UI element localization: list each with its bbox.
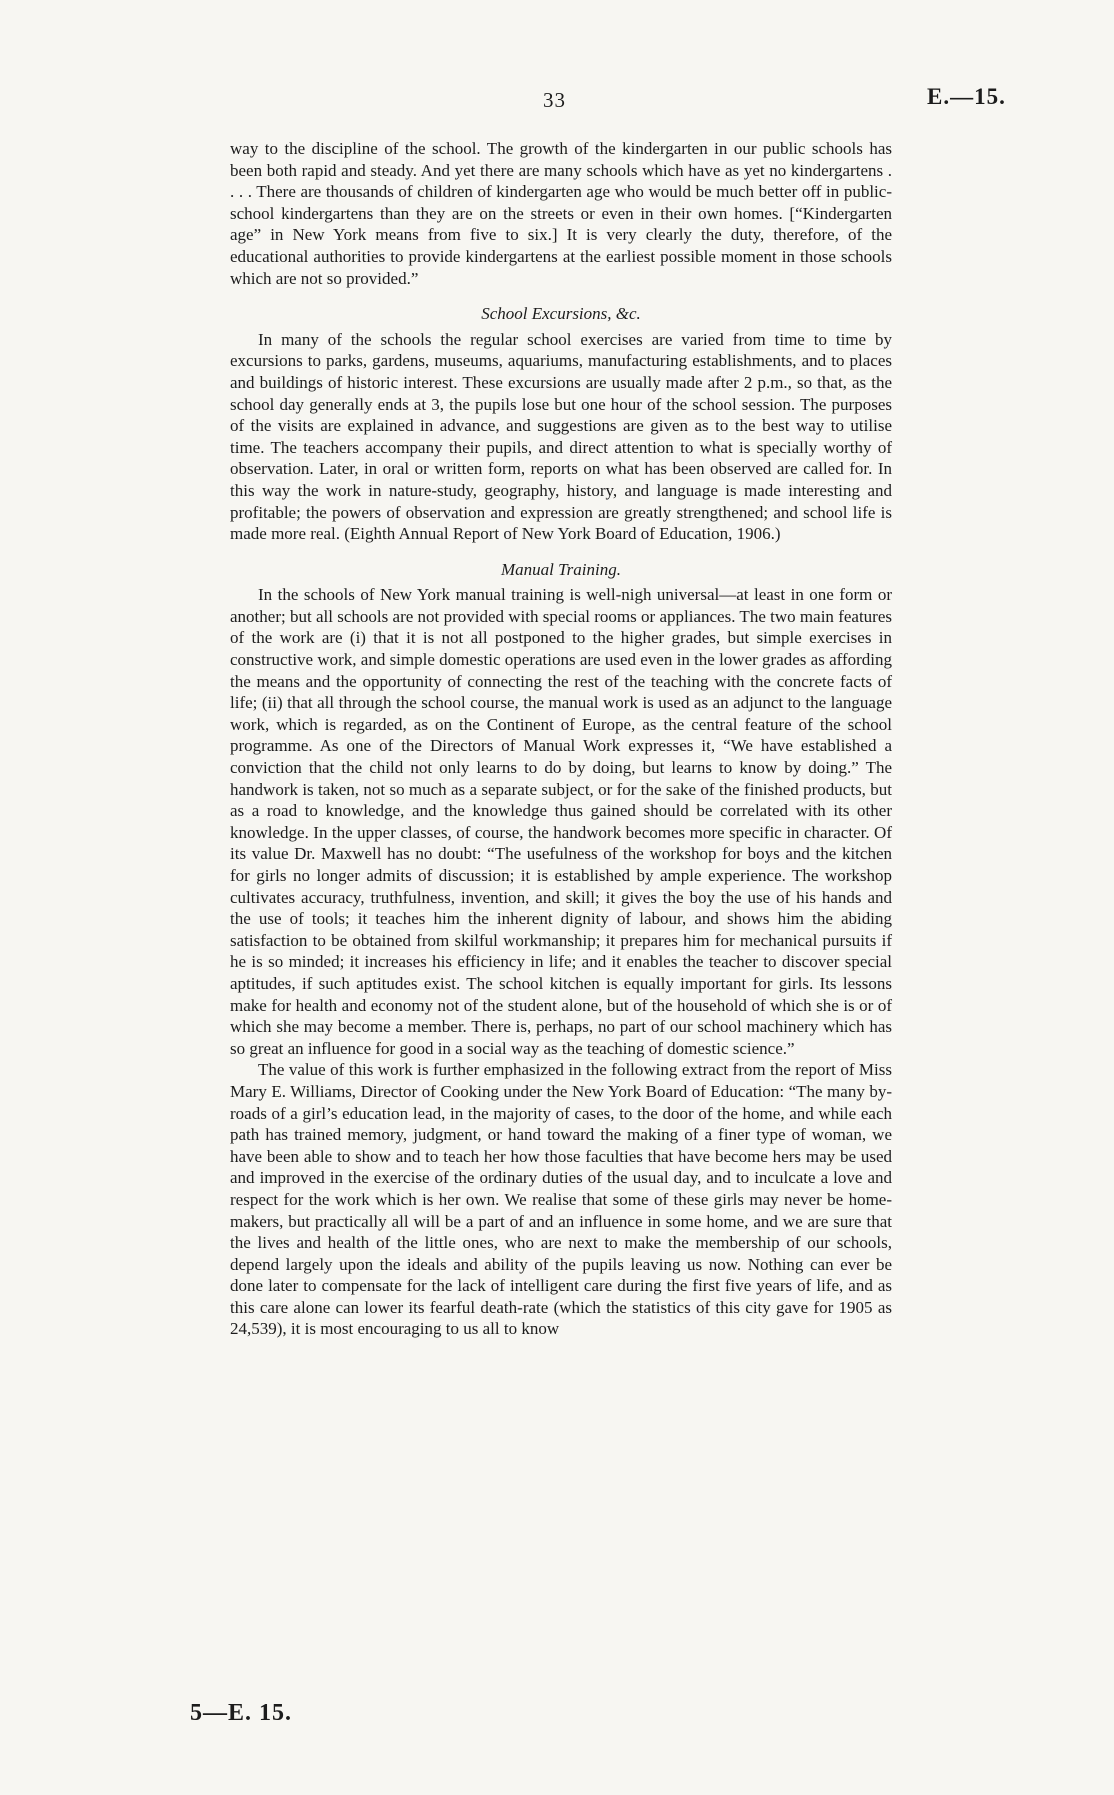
paragraph-cooking-report: The value of this work is further emphasized in the following extract from the report of Miss Mary E. Williams, Director of Cooking under the New York Board of Education: “The many by-roads of a girl’s education lead, in the majority of cases, to the door of the home, and while each path has trained memory, judgment, or hand toward the making of a finer type of woman, we have been able to show and to teach her how those faculties that have become hers may be used and improved in the exercise of the ordinary duties of the usual day, and to inculcate a love and respect for the work which is her own. We realise that some of these girls may never be home-makers, but practically all will be a part of and an influence in some home, and we are sure that the lives and health of the little ones, who are next to make the membership of our schools, depend largely upon the ideals and ability of the pupils leaving us now. Nothing can ever be done later to compensate for the lack of intelligent care during the first five years of life, and as this care alone can lower its fearful death-rate (which the statistics of this city gave for 1905 as 24,539), it is most encouraging to us all to know	[230, 1060, 892, 1339]
section-heading-excursions: School Excursions, &c.	[481, 304, 641, 324]
footer-signature: 5—E. 15.	[190, 1700, 293, 1726]
body-text	[230, 138, 892, 1340]
paragraph-manual-training: In the schools of New York manual training is well-nigh universal—at least in one form or another; but all schools are not provided with special rooms or appliances. The two main features of the work are (i) that it is not all postponed to the higher grades, but simple exercises in constructive work, and simple domestic operations are used even in the lower grades as affording the means and the opportunity of connecting the rest of the teaching with the concrete facts of life; (ii) that all through the school course, the manual work is used as an adjunct to the language work, which is regarded, as on the Continent of Europe, as the central feature of the school programme. As one of the Directors of Manual Work expresses it, “We have established a conviction that the child not only learns to do by doing, but learns to know by doing.” The handwork is taken, not so much as a separate subject, or for the sake of the finished products, but as a road to knowledge, and the knowledge thus gained should be correlated with its other knowledge. In the upper classes, of course, the handwork becomes more specific in character. Of its value Dr. Maxwell has no doubt: “The usefulness of the workshop for boys and the kitchen for girls no longer admits of discussion; it is established by ample experience. The workshop cultivates accuracy, truthfulness, invention, and skill; it gives the boy the use of his hands and the use of tools; it teaches him the inherent dignity of labour, and shows him the abiding satisfaction to be obtained from skilful workmanship; it prepares him for mechanical pursuits if he is so minded; it increases his efficiency in life; and it enables the teacher to discover special aptitudes, if such aptitudes exist. The school kitchen is equally important for girls. Its lessons make for health and economy not of the student alone, but of the household of which she is or of which she may become a member. There is, perhaps, no part of our school machinery which has so great an influence for good in a social way as the teaching of domestic science.”	[230, 585, 893, 1058]
paragraph-excursions: In many of the schools the regular school exercises are varied from time to time by excursions to parks, gardens, museums, aquariums, manufacturing establishments, and to places and buildings of historic interest. These excursions are usually made after 2 p.m., so that, as the school day generally ends at 3, the pupils lose but one hour of the school session. The purposes of the visits are explained in advance, and suggestions are given as to the best way to utilise time. The teachers accompany their pupils, and direct attention to what is specially worthy of observation. Later, in oral or written form, reports on what has been observed are called for. In this way the work in nature-study, geography, history, and language is made interesting and profitable; the powers of observation and expression are greatly strengthened; and school life is made more real. (Eighth Annual Report of New York Board of Education, 1906.)	[230, 329, 892, 544]
page-number: 33	[543, 88, 566, 112]
paragraph-kindergarten-quote: way to the discipline of the school. The growth of the kindergarten in our public schools has been both rapid and steady. And yet there are many schools which have as yet no kindergartens . . . . There are thousands of children of kindergarten age who would be much better off in public-school kindergartens than they are on the streets or even in their own homes. [“Kindergarten age” in New York means from five to six.] It is very clearly the duty, therefore, of the educational authorities to provide kindergartens at the earliest possible moment in those schools which are not so provided.”	[230, 139, 892, 288]
document-reference: E.—15.	[927, 84, 1006, 109]
section-heading-manual-training: Manual Training.	[501, 559, 621, 579]
